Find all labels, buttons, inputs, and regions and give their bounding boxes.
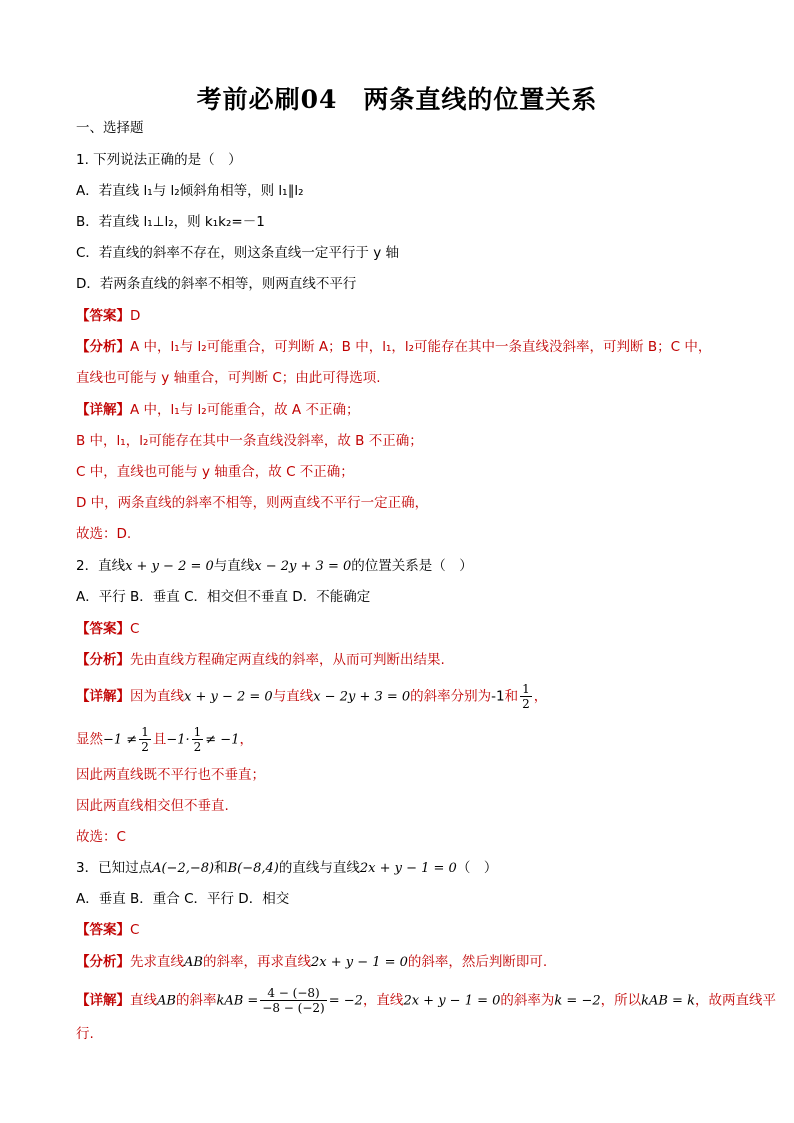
q2-stem-text: 与直线 — [213, 558, 255, 574]
section-heading: 一、选择题 — [76, 120, 144, 136]
q2-analysis — [76, 650, 445, 670]
q3-stem-text: 3．已知过点 — [76, 860, 153, 876]
q1-stem: 1. 下列说法正确的是（ ） — [76, 152, 242, 168]
q1-analysis-line1 — [76, 337, 711, 357]
page-title: 考前必刷04 两条直线的位置关系 — [196, 85, 598, 114]
q3-equation: 2x + y − 1 = 0 — [403, 993, 501, 1009]
math-expression: −1 ≠ — [103, 732, 138, 748]
detail-text: ， — [239, 731, 253, 748]
q1-detail-line4: D 中，两条直线的斜率不相等，则两直线不平行一定正确， — [76, 495, 429, 511]
q3-detail-line1 — [76, 986, 776, 1015]
answer-tag: 【答案】 — [76, 922, 130, 938]
q3-stem — [76, 858, 497, 879]
detail-text: 因为直线 — [130, 688, 184, 705]
fraction-numerator: 1 — [193, 725, 202, 739]
q3-detail-line2: 行. — [76, 1026, 94, 1042]
detail-text: A 中，l₁与 l₂可能重合，故 A 不正确； — [130, 402, 360, 418]
math-expression: −1· — [166, 732, 190, 748]
q2-detail-line1 — [76, 682, 547, 711]
q1-option-c: C．若直线的斜率不存在，则这条直线一定平行于 y 轴 — [76, 245, 399, 261]
detail-text: 显然 — [76, 731, 103, 748]
analysis-text: 的斜率，然后判断即可. — [407, 954, 548, 970]
q2-equation-1: x + y − 2 = 0 — [184, 689, 273, 705]
q3-stem-text: 和 — [214, 860, 228, 876]
fraction-numerator: 1 — [522, 682, 530, 696]
q2-answer — [76, 619, 139, 639]
detail-text: 且 — [152, 731, 167, 748]
q2-options: A．平行 B．垂直 C．相交但不垂直 D．不能确定 — [76, 589, 371, 605]
q1-detail-line1 — [76, 400, 359, 420]
detail-text: 的斜率分别为 — [410, 688, 492, 705]
answer-tag: 【答案】 — [76, 308, 130, 324]
q1-detail-line3: C 中，直线也可能与 y 轴重合，故 C 不正确； — [76, 464, 354, 480]
analysis-text: 先求直线 — [130, 954, 184, 970]
q3-analysis — [76, 952, 547, 973]
q3-equation: 2x + y − 1 = 0 — [359, 861, 457, 876]
detail-tag: 【详解】 — [76, 992, 130, 1009]
slope-k: k = −2 — [554, 993, 601, 1009]
q1-option-b: B．若直线 l₁⊥l₂，则 k₁k₂=－1 — [76, 214, 265, 230]
detail-tag: 【详解】 — [76, 402, 130, 418]
q1-detail-line2: B 中，l₁，l₂可能存在其中一条直线没斜率，故 B 不正确； — [76, 433, 423, 449]
fraction-denominator: 2 — [193, 740, 202, 754]
fraction-denominator: −8 − (−2) — [262, 1001, 325, 1015]
math-expression: ≠ −1 — [205, 732, 240, 748]
line-ab-label: AB — [157, 993, 176, 1009]
detail-text: ， — [533, 688, 548, 705]
fraction-one-half — [139, 725, 151, 754]
q1-option-d: D．若两条直线的斜率不相等，则两直线不平行 — [76, 276, 357, 292]
q1-answer — [76, 306, 140, 326]
point-a: A(−2,−8) — [152, 861, 215, 876]
q2-detail-line4: 因此两直线相交但不垂直. — [76, 798, 229, 814]
q2-equation-2: x − 2y + 3 = 0 — [254, 559, 352, 574]
detail-tag: 【详解】 — [76, 688, 130, 705]
analysis-text: 先由直线方程确定两直线的斜率，从而可判断出结果. — [130, 652, 445, 668]
q2-detail-line3: 因此两直线既不平行也不垂直； — [76, 767, 265, 783]
slope-value: -1 — [491, 688, 505, 705]
q2-stem — [76, 556, 473, 577]
q1-choose: 故选：D. — [76, 526, 132, 542]
q3-equation: 2x + y − 1 = 0 — [310, 955, 408, 970]
answer-tag: 【答案】 — [76, 621, 130, 637]
analysis-text: 的斜率，再求直线 — [202, 954, 311, 970]
detail-text: 和 — [504, 688, 519, 705]
q2-choose: 故选：C — [76, 829, 126, 845]
slope-fraction — [260, 986, 326, 1015]
line-ab-label: AB — [184, 955, 203, 970]
q3-stem-text: 的直线与直线 — [278, 860, 360, 876]
answer-value: C — [130, 621, 140, 637]
fraction-numerator: 1 — [141, 725, 149, 739]
slope-result: = −2 — [328, 993, 363, 1009]
slope-kab: kAB = — [216, 993, 259, 1009]
q1-option-a: A．若直线 l₁与 l₂倾斜角相等，则 l₁∥l₂ — [76, 183, 304, 199]
analysis-tag: 【分析】 — [76, 652, 130, 668]
detail-text: 与直线 — [272, 688, 314, 705]
point-b: B(−8,4) — [227, 861, 279, 876]
q3-options: A．垂直 B．重合 C．平行 D．相交 — [76, 891, 290, 907]
detail-text: 的斜率为 — [500, 992, 555, 1009]
analysis-text: A 中，l₁与 l₂可能重合，可判断 A；B 中，l₁，l₂可能存在其中一条直线没斜率，可判断 B；C 中， — [130, 339, 712, 355]
q2-equation-2: x − 2y + 3 = 0 — [313, 689, 411, 705]
fraction-denominator: 2 — [522, 697, 530, 711]
q3-stem-text: （ ） — [456, 860, 498, 876]
q1-analysis-line2: 直线也可能与 y 轴重合，可判断 C；由此可得选项. — [76, 370, 381, 386]
fraction-numerator: 4 − (−8) — [260, 986, 326, 1001]
answer-value: C — [130, 922, 140, 938]
q3-answer — [76, 920, 139, 940]
q2-stem-text: 2．直线 — [76, 558, 126, 574]
answer-value: D — [130, 308, 141, 324]
fraction-one-half — [520, 682, 532, 711]
fraction-one-half — [192, 725, 204, 754]
analysis-tag: 【分析】 — [76, 339, 130, 355]
detail-text: ，直线 — [362, 992, 404, 1009]
analysis-tag: 【分析】 — [76, 954, 130, 970]
slope-equality: kAB = k — [641, 993, 695, 1009]
q2-equation-1: x + y − 2 = 0 — [125, 559, 214, 574]
detail-text: 的斜率 — [175, 992, 217, 1009]
q2-stem-text: 的位置关系是（ ） — [351, 558, 473, 574]
detail-text: 直线 — [130, 992, 157, 1009]
q2-detail-line2 — [76, 725, 253, 754]
detail-text: ，故两直线平 — [694, 992, 776, 1009]
detail-text: ，所以 — [600, 992, 642, 1009]
fraction-denominator: 2 — [141, 740, 149, 754]
